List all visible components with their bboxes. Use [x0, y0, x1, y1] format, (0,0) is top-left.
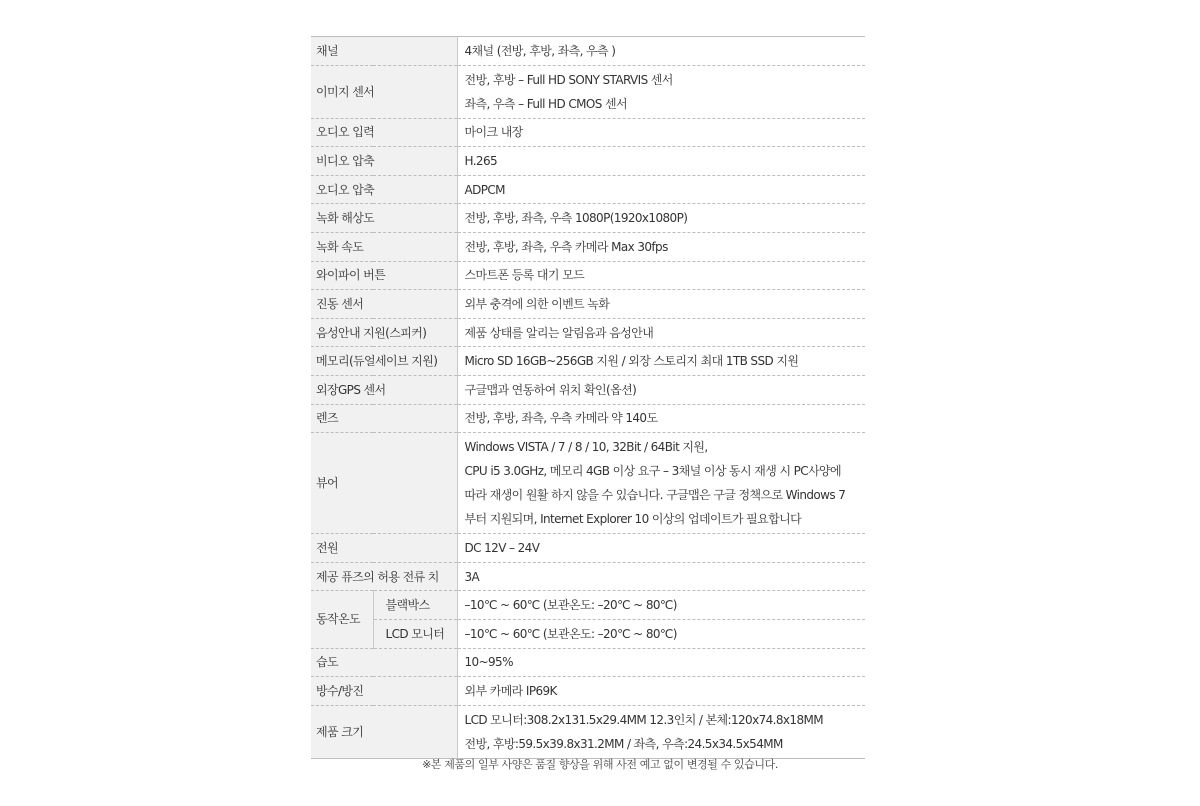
spec-value-line: 부터 지원되며, Internet Explorer 10 이상의 업데이트가 필요합니다: [464, 512, 802, 527]
spec-row: [311, 175, 865, 204]
spec-label: 렌즈: [311, 404, 457, 433]
spec-row: [311, 534, 865, 563]
spec-value-line: ADPCM: [464, 182, 505, 197]
spec-label: 진동 센서: [311, 290, 457, 319]
spec-value-line: 따라 재생이 원활 하지 않을 수 있습니다. 구글맵은 구글 정책으로 Windows 7: [464, 488, 846, 503]
spec-row: [311, 290, 865, 319]
spec-label-temperature: 동작온도: [311, 591, 373, 648]
spec-value-line: 외부 충격에 의한 이벤트 녹화: [464, 296, 610, 311]
spec-label: 오디오 입력: [311, 118, 457, 147]
spec-value: [457, 147, 865, 176]
spec-sublabel: 블랙박스: [373, 591, 457, 620]
spec-value-line: Micro SD 16GB~256GB 지원 / 외장 스토리지 최대 1TB SSD 지원: [464, 354, 799, 369]
spec-label: 제공 퓨즈의 허용 전류 치: [311, 562, 457, 591]
spec-value: [457, 65, 865, 118]
spec-value-line: CPU i5 3.0GHz, 메모리 4GB 이상 요구 – 3채널 이상 동시 재생 시 PC사양에: [464, 464, 842, 479]
spec-label: 채널: [311, 37, 457, 66]
spec-row: [311, 147, 865, 176]
spec-row: [311, 375, 865, 404]
spec-label: 전원: [311, 534, 457, 563]
spec-value-line: 3A: [464, 569, 480, 584]
spec-value-line: 전방, 후방, 좌측, 우측 카메라 약 140도: [464, 411, 658, 426]
spec-value: [457, 318, 865, 347]
spec-label: 제품 크기: [311, 705, 457, 758]
spec-row: [311, 232, 865, 261]
spec-value-line: 제품 상태를 알리는 알림음과 음성안내: [464, 325, 654, 340]
spec-value-line: 마이크 내장: [464, 125, 523, 140]
spec-label: 이미지 센서: [311, 65, 457, 118]
spec-value-line: Windows VISTA / 7 / 8 / 10, 32Bit / 64Bit 지원,: [464, 440, 708, 455]
spec-table: [311, 36, 865, 759]
spec-label: 뷰어: [311, 433, 457, 534]
spec-value: [457, 175, 865, 204]
spec-row-temperature: [311, 619, 865, 648]
spec-row: [311, 347, 865, 376]
spec-value: [457, 404, 865, 433]
spec-row: [311, 204, 865, 233]
spec-row: [311, 404, 865, 433]
spec-row: [311, 648, 865, 677]
spec-value: [457, 37, 865, 66]
spec-value: [457, 562, 865, 591]
spec-row: [311, 705, 865, 758]
spec-value: [457, 118, 865, 147]
spec-value: [457, 261, 865, 290]
spec-value-line: 스마트폰 등록 대기 모드: [464, 268, 585, 283]
spec-label: 메모리(듀얼세이브 지원): [311, 347, 457, 376]
spec-label: 음성안내 지원(스피커): [311, 318, 457, 347]
spec-label: 오디오 압축: [311, 175, 457, 204]
spec-value-line: 전방, 후방, 좌측, 우측 1080P(1920x1080P): [464, 211, 688, 226]
spec-row: [311, 118, 865, 147]
spec-label: 습도: [311, 648, 457, 677]
spec-label: 녹화 해상도: [311, 204, 457, 233]
spec-value-line: 10~95%: [464, 655, 513, 670]
spec-value-line: 4채널 (전방, 후방, 좌측, 우측 ): [464, 43, 616, 58]
spec-value: [457, 290, 865, 319]
spec-value: [457, 677, 865, 706]
spec-value-line: 전방, 후방:59.5x39.8x31.2MM / 좌측, 우측:24.5x34.5x54MM: [464, 736, 783, 751]
spec-row: [311, 677, 865, 706]
spec-row: [311, 65, 865, 118]
spec-row-temperature: [311, 591, 865, 620]
spec-label: 외장GPS 센서: [311, 375, 457, 404]
spec-value-line: DC 12V – 24V: [464, 540, 540, 555]
spec-value-line: 외부 카메라 IP69K: [464, 683, 557, 698]
spec-value-line: H.265: [464, 153, 498, 168]
spec-value-line: 구글맵과 연동하여 위치 확인(옵션): [464, 382, 637, 397]
spec-value: –10℃ ~ 60℃ (보관온도: –20℃ ~ 80℃): [457, 619, 865, 648]
spec-table-body: [311, 37, 865, 759]
spec-row: [311, 433, 865, 534]
spec-value: [457, 433, 865, 534]
spec-label: 녹화 속도: [311, 232, 457, 261]
spec-value-line: 전방, 후방 – Full HD SONY STARVIS 센서: [464, 72, 673, 87]
spec-value: [457, 534, 865, 563]
spec-value: [457, 232, 865, 261]
spec-value-line: LCD 모니터:308.2x131.5x29.4MM 12.3인치 / 본체:120x74.8x18MM: [464, 712, 823, 727]
spec-value: –10℃ ~ 60℃ (보관온도: –20℃ ~ 80℃): [457, 591, 865, 620]
spec-value: [457, 347, 865, 376]
footnote: ※본 제품의 일부 사양은 품질 향상을 위해 사전 예고 없이 변경될 수 있습니다.: [422, 758, 778, 771]
spec-row: [311, 261, 865, 290]
spec-value: [457, 648, 865, 677]
spec-sublabel: LCD 모니터: [373, 619, 457, 648]
spec-value: [457, 204, 865, 233]
spec-value: [457, 705, 865, 758]
spec-label: 비디오 압축: [311, 147, 457, 176]
spec-row: [311, 318, 865, 347]
spec-label: 와이파이 버튼: [311, 261, 457, 290]
spec-row: [311, 562, 865, 591]
spec-label: 방수/방진: [311, 677, 457, 706]
spec-value-line: 전방, 후방, 좌측, 우측 카메라 Max 30fps: [464, 239, 668, 254]
spec-value: [457, 375, 865, 404]
spec-row: [311, 37, 865, 66]
spec-value-line: 좌측, 우측 – Full HD CMOS 센서: [464, 96, 627, 111]
